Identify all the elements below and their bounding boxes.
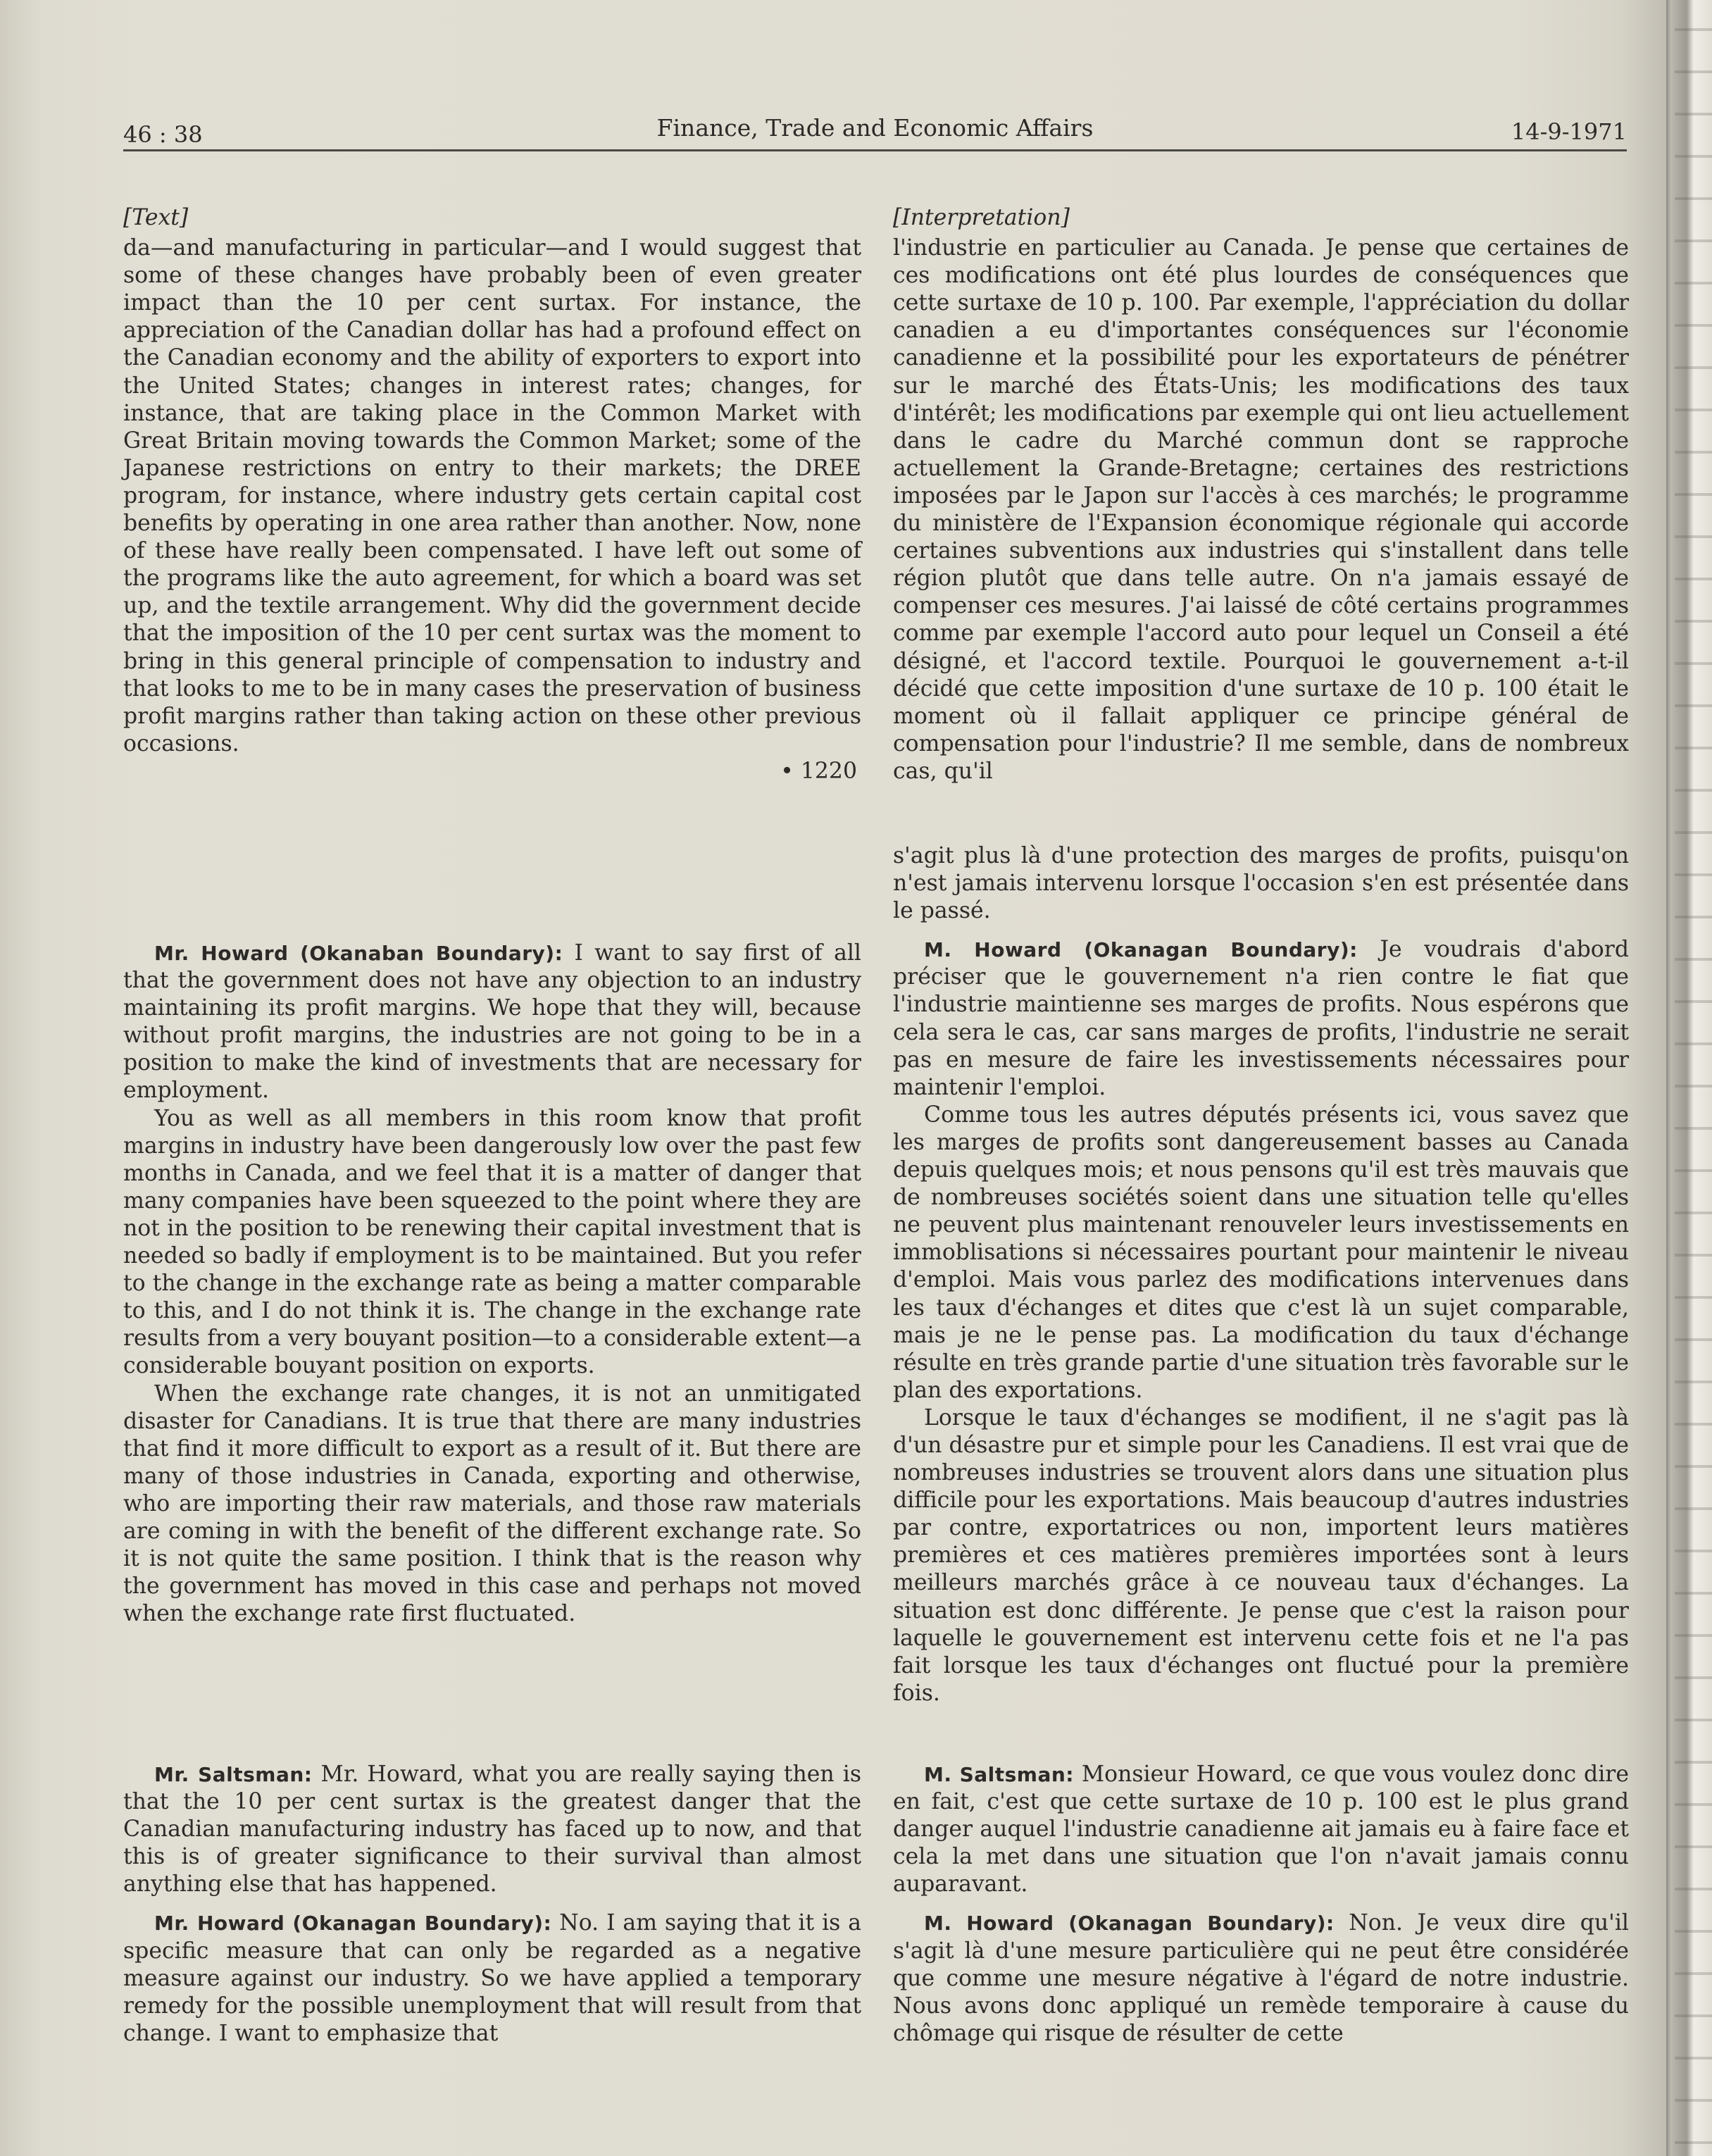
speaker-name: M. Howard (Okanagan Boundary): — [924, 1912, 1335, 1936]
french-column — [893, 842, 1629, 1707]
column-tag: [Interpretation] — [893, 205, 1070, 230]
english-column — [123, 1761, 861, 2048]
french-column — [893, 204, 1629, 785]
speaker-name: Mr. Howard (Okanaban Boundary): — [154, 942, 563, 965]
paragraph: l'industrie en particulier au Canada. Je pense que certaines de ces modifications ont été plus lourdes de conséquences que cette surtaxe de 10 p. 100. Par exemple, l'appréciation du dollar canadien a eu d'importantes conséquences sur l'économie canadienne et la possibilité pour les exportateurs de pénétrer sur le marché des États-Unis; les modifications des taux d'intérêt; les modifications par exemple qui ont lieu actuellement dans le cadre du Marché commun dont se rapproche actuellement la Grande-Bretagne; certaines des restrictions imposées par le Japon sur l'accès à ces marchés; le programme du ministère de l'Expansion économique régionale qui accorde certaines subventions aux industries qui s'installent dans telle région plutôt que dans telle autre. On n'a jamais essayé de compenser ces mesures. J'ai laissé de côté certains programmes comme par exemple l'accord auto pour lequel un Conseil a été désigné, et l'accord textile. Pourquoi le gouvernement a-t-il décidé que cette imposition d'une surtaxe de 10 p. 100 était le moment où il fallait appliquer ce principe général de compensation pour l'industrie? Il me semble, dans de nombreux cas, qu'il — [893, 235, 1629, 784]
page-number: 46 : 38 — [123, 121, 203, 148]
book-gutter — [1666, 0, 1670, 2156]
speaker-name: Mr. Howard (Okanagan Boundary): — [154, 1912, 552, 1936]
header-rule — [123, 149, 1627, 151]
french-column — [893, 1761, 1629, 2048]
next-page-edge — [1675, 0, 1712, 2156]
speech-text: Monsieur Howard, ce que vous voulez donc dire en fait, c'est que cette surtaxe de 10 p. 100 est le plus grand danger auquel l'industrie canadienne ait jamais eu à faire face et cela la met dans une situation que l'on n'avait jamais connu auparavant. — [893, 1762, 1629, 1898]
speaker-name: M. Howard (Okanagan Boundary): — [924, 938, 1358, 962]
paragraph: Comme tous les autres députés présents ici, vous savez que les marges de profits sont dangereusement basses au Canada depuis quelques mois; et nous pensons qu'il est très mauvais que de nombreuses sociétés soient dans une situation telle qu'elles ne peuvent plus maintenant renouveler leurs investissements en immoblisations si nécessaires pourtant pour maintenir le niveau d'emploi. Mais vous parlez des modifications intervenues dans les taux d'échanges et dites que c'est là un sujet comparable, mais je ne le pense pas. La modification du taux d'échange résulte en très grande partie d'une situation très favorable sur le plan des exportations. — [893, 1102, 1629, 1403]
speech-text: I want to say first of all that the government does not have any objection to an industry maintaining its profit margins. We hope that they will, because without profit margins, the industries are not going to be in a position to make the kind of investments that are necessary for employment. — [123, 940, 861, 1104]
paragraph: You as well as all members in this room know that profit margins in industry have been dangerously low over the past few months in Canada, and we feel that it is a matter of danger that many companies have been squeezed to the point where they are not in the position to be renewing their capital investment that is needed so badly if employment is to be maintained. But you refer to the change in the exchange rate as being a matter comparable to this, and I do not think it is. The change in the exchange rate results from a very bouyant position—to a considerable extent—a considerable bouyant position on exports. — [123, 1105, 861, 1379]
header-date: 14-9-1971 — [1511, 118, 1627, 145]
english-column — [123, 204, 861, 785]
running-title: Finance, Trade and Economic Affairs — [656, 114, 1094, 142]
english-column — [123, 940, 861, 1628]
paragraph: Lorsque le taux d'échanges se modifient, il ne s'agit pas là d'un désastre pur et simple pour les Canadiens. Il est vrai que de nombreuses industries se trouvent alors dans une situation plus difficile pour les exportations. Mais beaucoup d'autres industries par contre, exportatrices ou non, importent leurs matières premières et ces matières premières importées sont à leurs meilleurs marchés grâce à ce nouveau taux d'échanges. La situation est donc différente. Je pense que c'est la raison pour laquelle le gouvernement est intervenu cette fois et ne l'a pas fait lorsque les taux d'échanges ont fluctué pour la première fois. — [893, 1404, 1629, 1706]
speech-paragraph — [123, 1761, 861, 1898]
running-header — [123, 113, 1627, 155]
speech-paragraph — [893, 936, 1629, 1102]
speaker-name: M. Saltsman: — [924, 1763, 1075, 1786]
speech-paragraph — [893, 1761, 1629, 1898]
column-tag: [Text] — [123, 205, 189, 230]
speech-paragraph — [123, 1909, 861, 2047]
speech-text: Je voudrais d'abord préciser que le gouvernement n'a rien contre le fiat que l'industrie maintienne ses marges de profits. Nous espérons que cela sera le cas, car sans marges de profits, l'industrie ne serait pas en mesure de faire les investissements nécessaires pour maintenir l'emploi. — [893, 937, 1629, 1100]
paragraph: s'agit plus là d'une protection des marges de profits, puisqu'on n'est jamais intervenu lorsque l'occasion s'en est présentée dans le passé. — [893, 843, 1629, 924]
paragraph: When the exchange rate changes, it is not an unmitigated disaster for Canadians. It is true that there are many industries that find it more difficult to export as a result of it. But there are many of those industries in Canada, exporting and otherwise, who are importing their raw materials, and those raw materials are coming in with the benefit of the different exchange rate. So it is not quite the same position. I think that is the reason why the government has moved in this case and perhaps not moved when the exchange rate first fluctuated. — [123, 1381, 861, 1627]
speaker-name: Mr. Saltsman: — [154, 1763, 313, 1786]
speech-text: Non. Je veux dire qu'il s'agit là d'une mesure particulière qui ne peut être considérée que comme une mesure négative à l'égard de notre industrie. Nous avons donc appliqué un remède temporaire à cause du chômage qui risque de résulter de cette — [893, 1910, 1629, 2046]
speech-text: No. I am saying that it is a specific measure that can only be regarded as a negative measure against our industry. So we have applied a temporary remedy for the possible unemployment that will result from that change. I want to emphasize that — [123, 1910, 861, 2046]
paragraph: da—and manufacturing in particular—and I would suggest that some of these changes have probably been of even greater impact than the 10 per cent surtax. For instance, the appreciation of the Canadian dollar has had a profound effect on the Canadian economy and the ability of exporters to export into the United States; changes in interest rates; changes, for instance, that are taking place in the Common Market with Great Britain moving towards the Common Market; some of the Japanese restrictions on entry to their markets; the DREE program, for instance, where industry gets certain capital cost benefits by operating in one area rather than another. Now, none of these have really been compensated. I have left out some of the programs like the auto agreement, for which a board was set up, and the textile arrangement. Why did the government decide that the imposition of the 10 per cent surtax was the moment to bring in this general principle of compensation to industry and that looks to me to be in many cases the preservation of business profit margins rather than taking action on these other previous occasions. — [123, 235, 861, 756]
speech-paragraph — [893, 1909, 1629, 2047]
speech-paragraph — [123, 940, 861, 1105]
time-marker: • 1220 — [780, 758, 857, 784]
speech-text: Mr. Howard, what you are really saying then is that the 10 per cent surtax is the greatest danger that the Canadian manufacturing industry has faced up to now, and that this is of greater significance to their survival than almost anything else that has happened. — [123, 1762, 861, 1898]
